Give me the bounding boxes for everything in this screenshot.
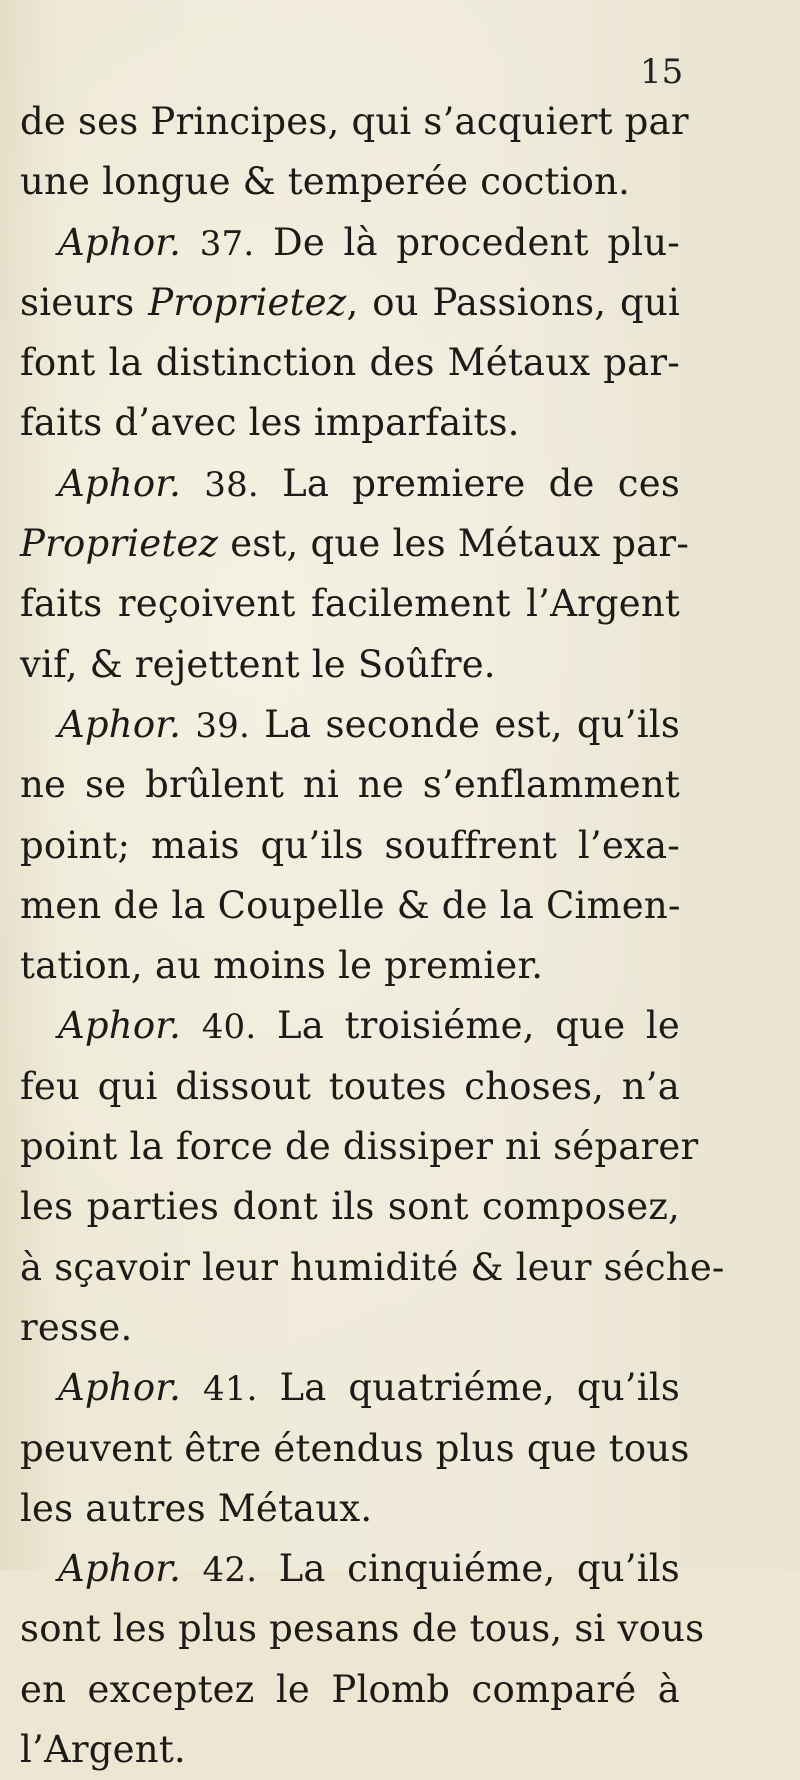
line-text: feu qui dissout toutes choses, n’a: [20, 1064, 680, 1108]
text-line: [20, 92, 689, 152]
body-text: [20, 92, 725, 1780]
text-line: [20, 514, 690, 574]
aphorism-number: 41.: [202, 1369, 258, 1410]
line-text: en exceptez le Plomb comparé à: [20, 1667, 680, 1711]
aphorism-line: [20, 1539, 680, 1599]
aphorism-line: [20, 695, 680, 755]
line-text: La quatriéme, qu’ils: [279, 1366, 681, 1410]
text-line: [20, 273, 680, 333]
text-line: [20, 1660, 680, 1720]
text-line: [20, 1298, 680, 1358]
aphorism-label: Aphor.: [58, 1366, 182, 1410]
line-text: les parties dont ils sont composez,: [20, 1185, 680, 1229]
line-text: point; mais qu’ils souffrent l’exa-: [20, 823, 680, 867]
line-text: une longue & temperée coction.: [20, 160, 631, 204]
aphorism-number: 39.: [195, 705, 250, 746]
line-text: sont les plus pesans de tous, si vous: [20, 1607, 705, 1651]
text-line: [20, 1720, 680, 1780]
line-text: point la force de dissiper ni séparer: [20, 1125, 699, 1169]
line-text-rest: est, que les Métaux par-: [218, 522, 690, 566]
line-text: La premiere de ces: [282, 461, 681, 505]
italic-term: Proprietez: [20, 522, 219, 566]
line-text: tation, au moins le premier.: [20, 944, 544, 988]
aphorism-label: Aphor.: [58, 1547, 182, 1591]
text-line: [20, 333, 680, 393]
aphorism-line: [20, 996, 680, 1056]
line-text: peuvent être étendus plus que tous: [20, 1426, 690, 1470]
line-text: de ses Principes, qui s’acquiert par: [20, 100, 689, 143]
line-text: à sçavoir leur humidité & leur séche-: [20, 1245, 725, 1289]
aphorism-label: Aphor.: [58, 220, 182, 264]
aphorism-label: Aphor.: [58, 461, 182, 505]
line-text: l’Argent.: [20, 1728, 186, 1772]
text-line: [20, 1479, 680, 1539]
line-text: resse.: [20, 1305, 133, 1349]
italic-term: Proprietez: [148, 280, 347, 324]
line-text: men de la Coupelle & de la Cimen-: [20, 883, 681, 927]
line-text: faits reçoivent facilement l’Argent: [20, 582, 680, 626]
line-text: De là procedent plu-: [272, 220, 680, 264]
text-line: [20, 393, 680, 453]
aphorism-number: 40.: [201, 1007, 257, 1048]
text-line: [20, 1419, 690, 1479]
line-text: La seconde est, qu’ils: [264, 702, 681, 746]
line-text: La cinquiéme, qu’ils: [278, 1547, 680, 1591]
line-text: les autres Métaux.: [20, 1486, 373, 1530]
text-line: [20, 1599, 705, 1659]
aphorism-number: 37.: [199, 223, 255, 264]
text-line: [20, 936, 680, 996]
line-text: sieurs: [20, 280, 149, 324]
text-line: [20, 574, 680, 634]
line-text: vif, & rejettent le Soûfre.: [20, 642, 496, 686]
aphorism-number: 42.: [202, 1550, 258, 1591]
aphorism-number: 38.: [204, 464, 259, 505]
aphorism-label: Aphor.: [58, 702, 182, 746]
text-line: [20, 1177, 680, 1237]
text-line: [20, 1117, 699, 1177]
aphorism-line: [20, 454, 680, 514]
aphorism-line: [20, 213, 680, 273]
line-text: font la distinction des Métaux par-: [20, 341, 680, 385]
page-number: 15: [640, 52, 684, 92]
aphorism-line: [20, 1358, 680, 1418]
line-text: ne se brûlent ni ne s’enflamment: [20, 763, 680, 807]
line-text: faits d’avec les imparfaits.: [20, 401, 520, 445]
text-line: [20, 755, 680, 815]
text-line: [20, 876, 680, 936]
text-line: [20, 1057, 680, 1117]
line-text: La troisiéme, que le: [276, 1004, 681, 1048]
text-line: [20, 635, 680, 695]
text-line: [20, 816, 680, 876]
text-line: [20, 1238, 725, 1298]
aphorism-label: Aphor.: [58, 1004, 182, 1048]
line-text-rest: , ou Passions, qui: [346, 280, 680, 324]
text-line: [20, 152, 680, 212]
